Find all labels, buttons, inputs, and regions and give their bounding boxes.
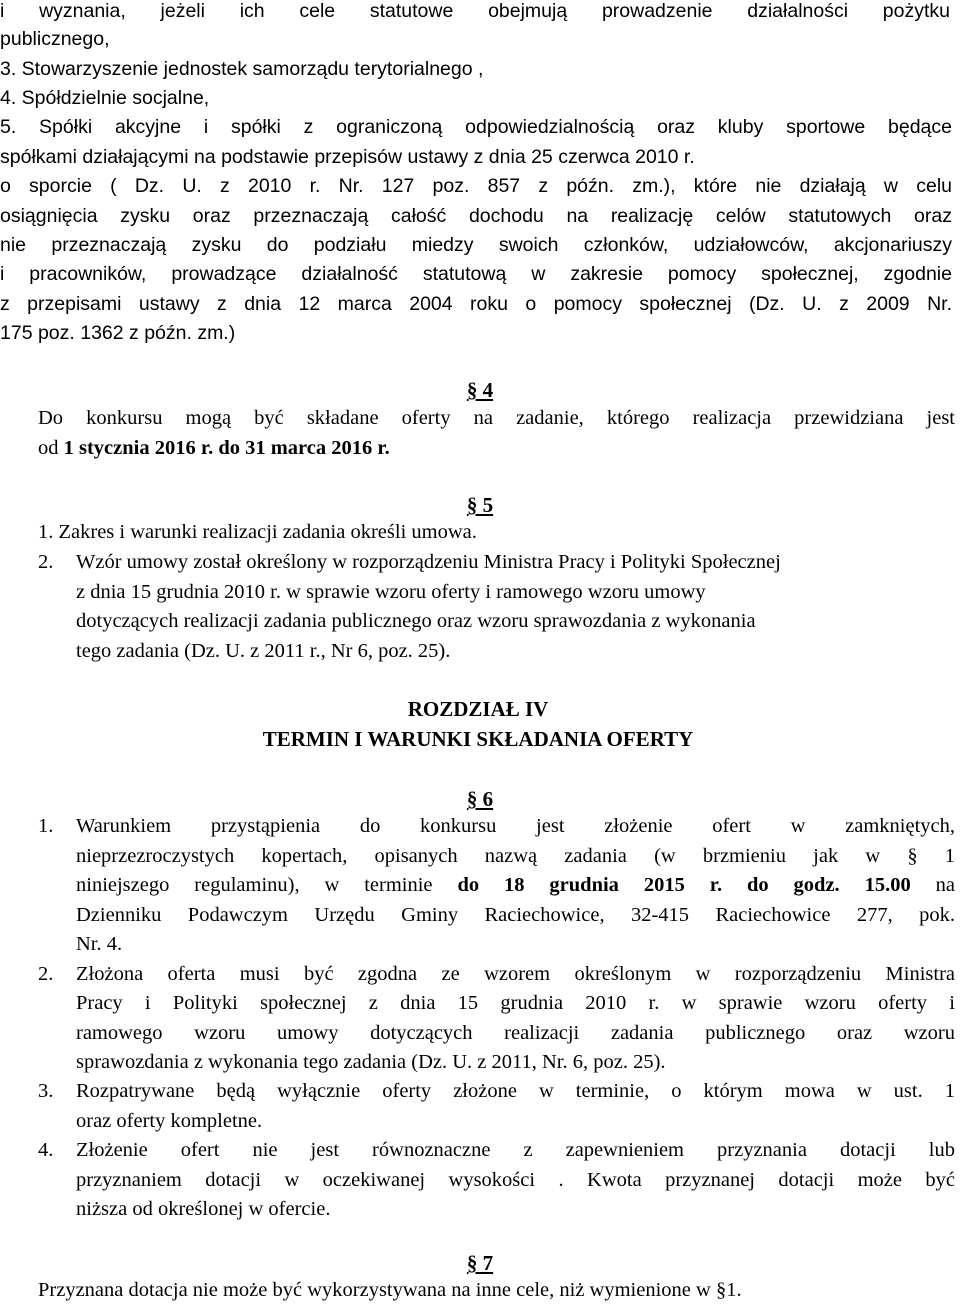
list-item: 3. Stowarzyszenie jednostek samorządu terytorialnego , <box>0 58 484 80</box>
list-number: 2. <box>38 551 54 573</box>
text-line: Do konkursu mogą być składane oferty na zadanie, którego realizacja przewidziana jest <box>38 407 955 429</box>
date-range: 1 stycznia 2016 r. do 31 marca 2016 r. <box>63 437 390 459</box>
list-item: 1. Zakres i warunki realizacji zadania określi umowa. <box>38 521 477 543</box>
text-line: 175 poz. 1362 z późn. zm.) <box>0 322 236 344</box>
list-item: 5. Spółki akcyjne i spółki z ograniczoną odpowiedzialnością oraz kluby sportowe będące <box>0 116 952 138</box>
section-heading: § 4 <box>466 378 494 402</box>
text-line: Nr. 4. <box>76 933 123 955</box>
text-line: przyznaniem dotacji w oczekiwanej wysokości . Kwota przyznanej dotacji może być <box>76 1169 955 1191</box>
text-line: dotyczących realizacji zadania publicznego oraz wzoru sprawozdania z wykonania <box>76 610 756 632</box>
text-line: i wyznania, jeżeli ich cele statutowe obejmują prowadzenie działalności pożytku <box>0 0 950 22</box>
text-line: sprawozdania z wykonania tego zadania (Dz. U. z 2011, Nr. 6, poz. 25). <box>76 1051 666 1073</box>
text-line: osiągnięcia zysku oraz przeznaczają całość dochodu na realizację celów statutowych oraz <box>0 205 952 227</box>
text-line: publicznego, <box>0 28 110 50</box>
text-line: spółkami działającymi na podstawie przepisów ustawy z dnia 25 czerwca 2010 r. <box>0 146 695 168</box>
text-line: oraz oferty kompletne. <box>76 1110 263 1132</box>
text-line: i pracowników, prowadzące działalność statutową w zakresie pomocy społecznej, zgodnie <box>0 263 952 285</box>
text-line: tego zadania (Dz. U. z 2011 r., Nr 6, poz. 25). <box>76 640 451 662</box>
chapter-title: ROZDZIAŁ IV <box>407 697 549 721</box>
text-line: Pracy i Polityki społecznej z dnia 15 grudnia 2010 r. w sprawie wzoru oferty i <box>76 992 955 1014</box>
text-line: ramowego wzoru umowy dotyczących realizacji zadania publicznego oraz wzoru <box>76 1022 955 1044</box>
text-line: nieprzezroczystych kopertach, opisanych nazwą zadania (w brzmieniu jak w § 1 <box>76 845 955 867</box>
text-line: Warunkiem przystąpienia do konkursu jest złożenie ofert w zamkniętych, <box>76 815 955 837</box>
section-heading: § 7 <box>466 1251 494 1275</box>
text-line: niższa od określonej w ofercie. <box>76 1198 331 1220</box>
text-line: o sporcie ( Dz. U. z 2010 r. Nr. 127 poz. 857 z późn. zm.), które nie działają w celu <box>0 175 952 197</box>
list-number: 1. <box>38 815 54 837</box>
text-line: nie przeznaczają zysku do podziału miedzy swoich członków, udziałowców, akcjonariuszy <box>0 234 952 256</box>
text-line: niniejszego regulaminu), w terminie do 18 grudnia 2015 r. do godz. 15.00 na <box>76 874 955 896</box>
text-line: Wzór umowy został określony w rozporządzeniu Ministra Pracy i Polityki Społecznej <box>76 551 781 573</box>
list-number: 4. <box>38 1139 54 1161</box>
text-line: Dzienniku Podawczym Urzędu Gminy Raciechowice, 32-415 Raciechowice 277, pok. <box>76 904 955 926</box>
section-heading: § 5 <box>466 493 494 517</box>
section-heading: § 6 <box>466 787 494 811</box>
deadline: do 18 grudnia 2015 r. do godz. 15.00 <box>457 874 911 896</box>
text-line: Złożona oferta musi być zgodna ze wzorem określonym w rozporządzeniu Ministra <box>76 963 955 985</box>
text-line: Przyznana dotacja nie może być wykorzystywana na inne cele, niż wymienione w §1. <box>38 1279 742 1301</box>
text-line: Złożenie ofert nie jest równoznaczne z zapewnieniem przyznania dotacji lub <box>76 1139 955 1161</box>
text-line: Rozpatrywane będą wyłącznie oferty złożone w terminie, o którym mowa w ust. 1 <box>76 1080 955 1102</box>
text-line: z przepisami ustawy z dnia 12 marca 2004 roku o pomocy społecznej (Dz. U. z 2009 Nr. <box>0 293 952 315</box>
text-line: z dnia 15 grudnia 2010 r. w sprawie wzoru oferty i ramowego wzoru umowy <box>76 581 706 603</box>
chapter-subtitle: TERMIN I WARUNKI SKŁADANIA OFERTY <box>262 727 694 751</box>
list-number: 2. <box>38 963 54 985</box>
list-item: 4. Spółdzielnie socjalne, <box>0 87 210 109</box>
text-line: od 1 stycznia 2016 r. do 31 marca 2016 r. <box>38 437 390 459</box>
list-number: 3. <box>38 1080 54 1102</box>
